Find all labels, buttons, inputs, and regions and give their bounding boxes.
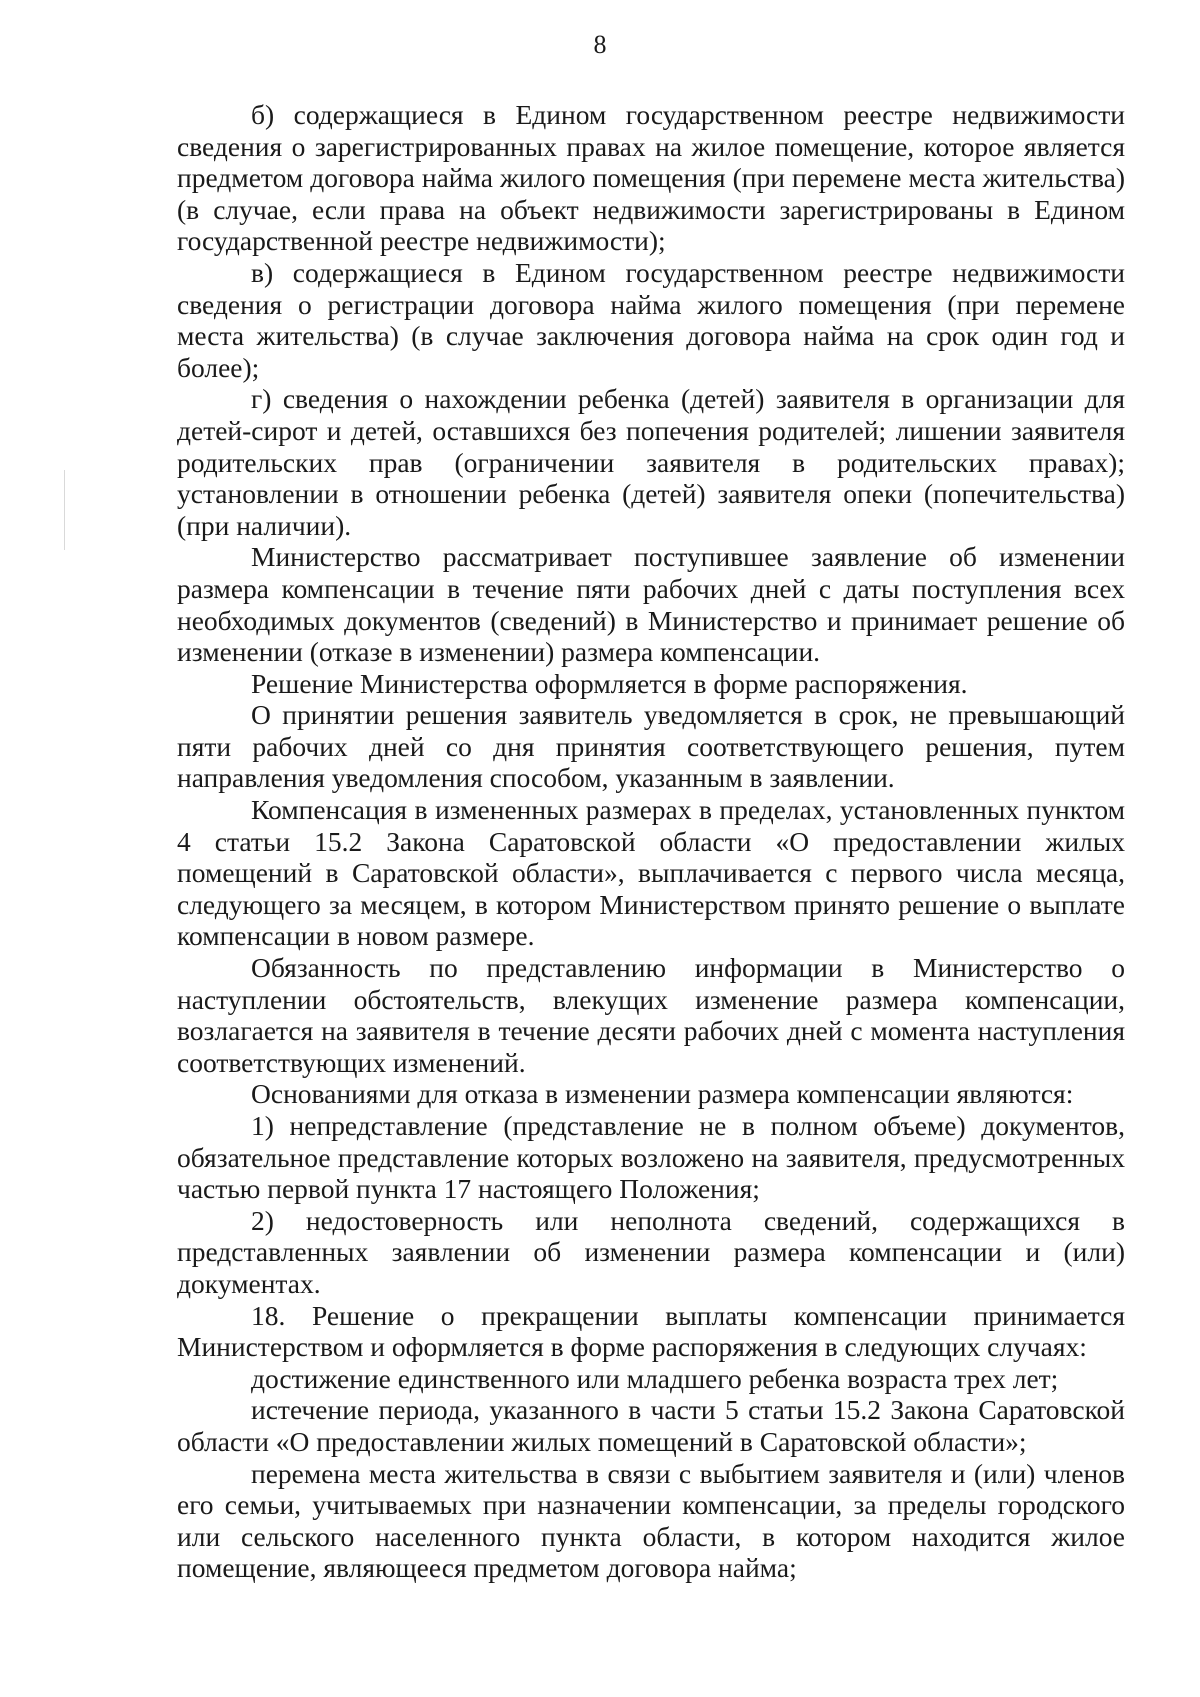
paragraph-refusal-1: 1) непредставление (представление не в полном объеме) документов, обязательное представление которых возложено на заявителя, предусмотренных частью первой пункта 17 настоящего Положения;: [177, 1110, 1125, 1205]
paragraph-refusal-grounds: Основаниями для отказа в изменении размера компенсации являются:: [251, 1078, 1074, 1110]
scan-edge-mark: [64, 470, 65, 550]
paragraph-notification: О принятии решения заявитель уведомляется в срок, не превышающий пяти рабочих дней со дня принятия соответствующего решения, путем направления уведомления способом, указанным в заявлении.: [177, 699, 1125, 794]
paragraph-ministry-review: Министерство рассматривает поступившее заявление об изменении размера компенсации в течение пяти рабочих дней с даты поступления всех необходимых документов (сведений) в Министерство и принимает решение об изменении (отказе в изменении) размера компенсации.: [177, 541, 1125, 668]
paragraph-section-18: 18. Решение о прекращении выплаты компенсации принимается Министерством и оформляется в форме распоряжения в следующих случаях:: [177, 1299, 1125, 1363]
paragraph-item-b: б) содержащиеся в Едином государственном реестре недвижимости сведения о зарегистрированных правах на жилое помещение, которое является предметом договора найма жилого помещения (при перемене места жительства) (в случае, если права на объект недвижимости зарегистрированы в Едином государственной реестре недвижимости);: [177, 99, 1125, 257]
paragraph-decision-form: Решение Министерства оформляется в форме распоряжения.: [251, 667, 968, 699]
page-number: 8: [593, 30, 607, 59]
paragraph-item-v: в) содержащиеся в Едином государственном реестре недвижимости сведения о регистрации договора найма жилого помещения (при перемене места жительства) (в случае заключения договора найма на срок один год и более);: [177, 256, 1125, 383]
document-body: [177, 99, 1125, 1584]
paragraph-item-g: г) сведения о нахождении ребенка (детей) заявителя в организации для детей-сирот и детей, оставшихся без попечения родителей; лишении заявителя родительских прав (ограничении заявителя в родительских правах); установлении в отношении ребенка (детей) заявителя опеки (попечительства) (при наличии).: [177, 383, 1125, 541]
paragraph-refusal-2: 2) недостоверность или неполнота сведений, содержащихся в представленных заявлении об изменении размера компенсации и (или) документах.: [177, 1204, 1125, 1299]
paragraph-obligation: Обязанность по представлению информации в Министерство о наступлении обстоятельств, влекущих изменение размера компенсации, возлагается на заявителя в течение десяти рабочих дней с момента наступления соответствующих изменений.: [177, 952, 1125, 1078]
paragraph-case-period: истечение периода, указанного в части 5 статьи 15.2 Закона Саратовской области «О предоставлении жилых помещений в Саратовской области»;: [177, 1394, 1125, 1457]
paragraph-case-relocation: перемена места жительства в связи с выбытием заявителя и (или) членов его семьи, учитываемых при назначении компенсации, за пределы городского или сельского населенного пункта области, в котором находится жилое помещение, являющееся предметом договора найма;: [177, 1457, 1125, 1584]
paragraph-case-age: достижение единственного или младшего ребенка возраста трех лет;: [251, 1362, 1059, 1394]
paragraph-compensation-changed: Компенсация в измененных размерах в пределах, установленных пунктом 4 статьи 15.2 Закона Саратовской области «О предоставлении жилых помещений в Саратовской области», выплачивается с первого числа месяца, следующего за месяцем, в котором Министерством принято решение о выплате компенсации в новом размере.: [177, 794, 1125, 952]
